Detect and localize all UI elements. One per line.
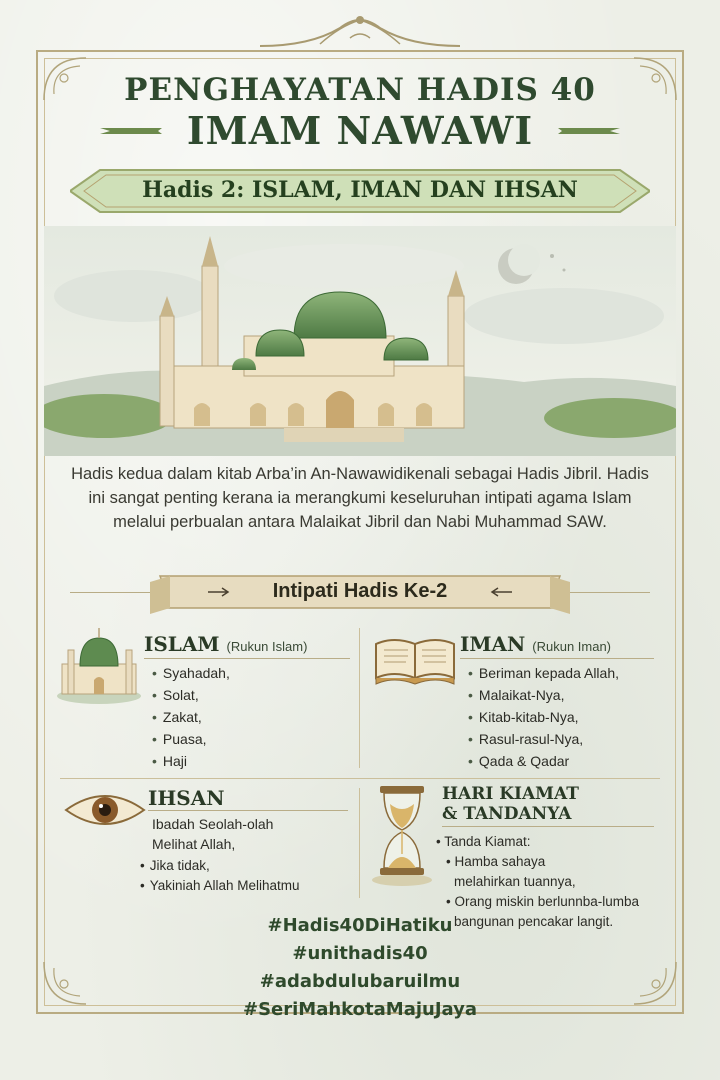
list-item: • Jika tidak,: [140, 856, 300, 876]
hashtag: #SeriMahkotaMajuJaya: [243, 999, 477, 1020]
hourglass-icon: [366, 784, 436, 888]
list-item: • Beriman kepada Allah,: [468, 662, 619, 684]
iman-heading: [460, 632, 611, 656]
islam-title: ISLAM: [144, 632, 220, 656]
intro-paragraph: Hadis kedua dalam kitab Arba’in An-Nawawidikenali sebagai Hadis Jibril. Hadis ini sangat penting kerana ia merangkumi keseluruhan intipati agama Islam melalui perbualan antara Malaikat Jibril dan Nabi Muhammad SAW.: [71, 465, 649, 531]
eye-icon: [62, 786, 148, 834]
islam-subtitle: (Rukun Islam): [226, 639, 308, 654]
section-banner-label: Intipati Hadis Ke-2: [272, 580, 448, 602]
ihsan-description: [152, 814, 273, 854]
title-bar-right: [558, 124, 620, 138]
iman-list: [468, 662, 619, 772]
page-title-line1: PENGHAYATAN HADIS 40: [124, 72, 596, 108]
list-item: • Zakat,: [152, 706, 230, 728]
ihsan-text-line1: Ibadah Seolah-olah: [152, 816, 274, 832]
list-item: • Qada & Qadar: [468, 750, 619, 772]
kiamat-line: • Hamba sahaya: [446, 854, 546, 869]
hashtag: #unithadis40: [292, 943, 428, 964]
islam-heading-line: [144, 658, 350, 659]
kiamat-heading-line: [442, 826, 654, 827]
ihsan-text-line2: Melihat Allah,: [152, 836, 236, 852]
ihsan-title: IHSAN: [148, 786, 225, 810]
open-book-icon: [372, 628, 458, 690]
kiamat-line: • Orang miskin berlunnba-lumba: [446, 894, 640, 909]
islam-heading: [144, 632, 307, 656]
hashtag: #Hadis40DiHatiku: [267, 915, 453, 936]
list-item: • Solat,: [152, 684, 230, 706]
list-item: • Haji: [152, 750, 230, 772]
iman-title: IMAN: [460, 632, 526, 656]
page-subtitle: Hadis 2: ISLAM, IMAN DAN IHSAN: [142, 177, 578, 203]
hashtag: #adabdulubaruilmu: [259, 971, 461, 992]
kiamat-title-line2: & TANDANYA: [442, 804, 572, 824]
list-item: • Puasa,: [152, 728, 230, 750]
list-item: • Malaikat-Nya,: [468, 684, 619, 706]
mosque-illustration: [44, 226, 676, 456]
hashtag-block: [0, 912, 720, 1024]
divider-horizontal: [60, 778, 660, 779]
divider-vertical-bottom: [359, 788, 360, 898]
ihsan-heading: [148, 786, 225, 810]
kiamat-line: melahirkan tuannya,: [454, 874, 576, 889]
iman-heading-line: [460, 658, 654, 659]
page-title-line2: IMAM NAWAWI: [186, 108, 534, 153]
islam-list: [152, 662, 230, 772]
banner-line-right: [560, 592, 650, 593]
list-item: • Yakiniah Allah Melihatmu: [140, 876, 300, 896]
list-item: • Syahadah,: [152, 662, 230, 684]
list-item: • Rasul-rasul-Nya,: [468, 728, 619, 750]
kiamat-heading: [442, 784, 579, 824]
kiamat-title-line1: HARI KIAMAT: [442, 784, 579, 804]
top-flourish-ornament: [250, 8, 470, 50]
mosque-icon: [54, 620, 144, 704]
banner-line-left: [70, 592, 160, 593]
ihsan-list: [140, 856, 300, 896]
iman-subtitle: (Rukun Iman): [532, 639, 612, 654]
list-item: • Kitab-kitab-Nya,: [468, 706, 619, 728]
ihsan-heading-line: [148, 810, 348, 811]
kiamat-line: • Tanda Kiamat:: [436, 834, 531, 849]
kiamat-line: bangunan pencakar langit.: [454, 914, 614, 929]
divider-vertical-top: [359, 628, 360, 768]
